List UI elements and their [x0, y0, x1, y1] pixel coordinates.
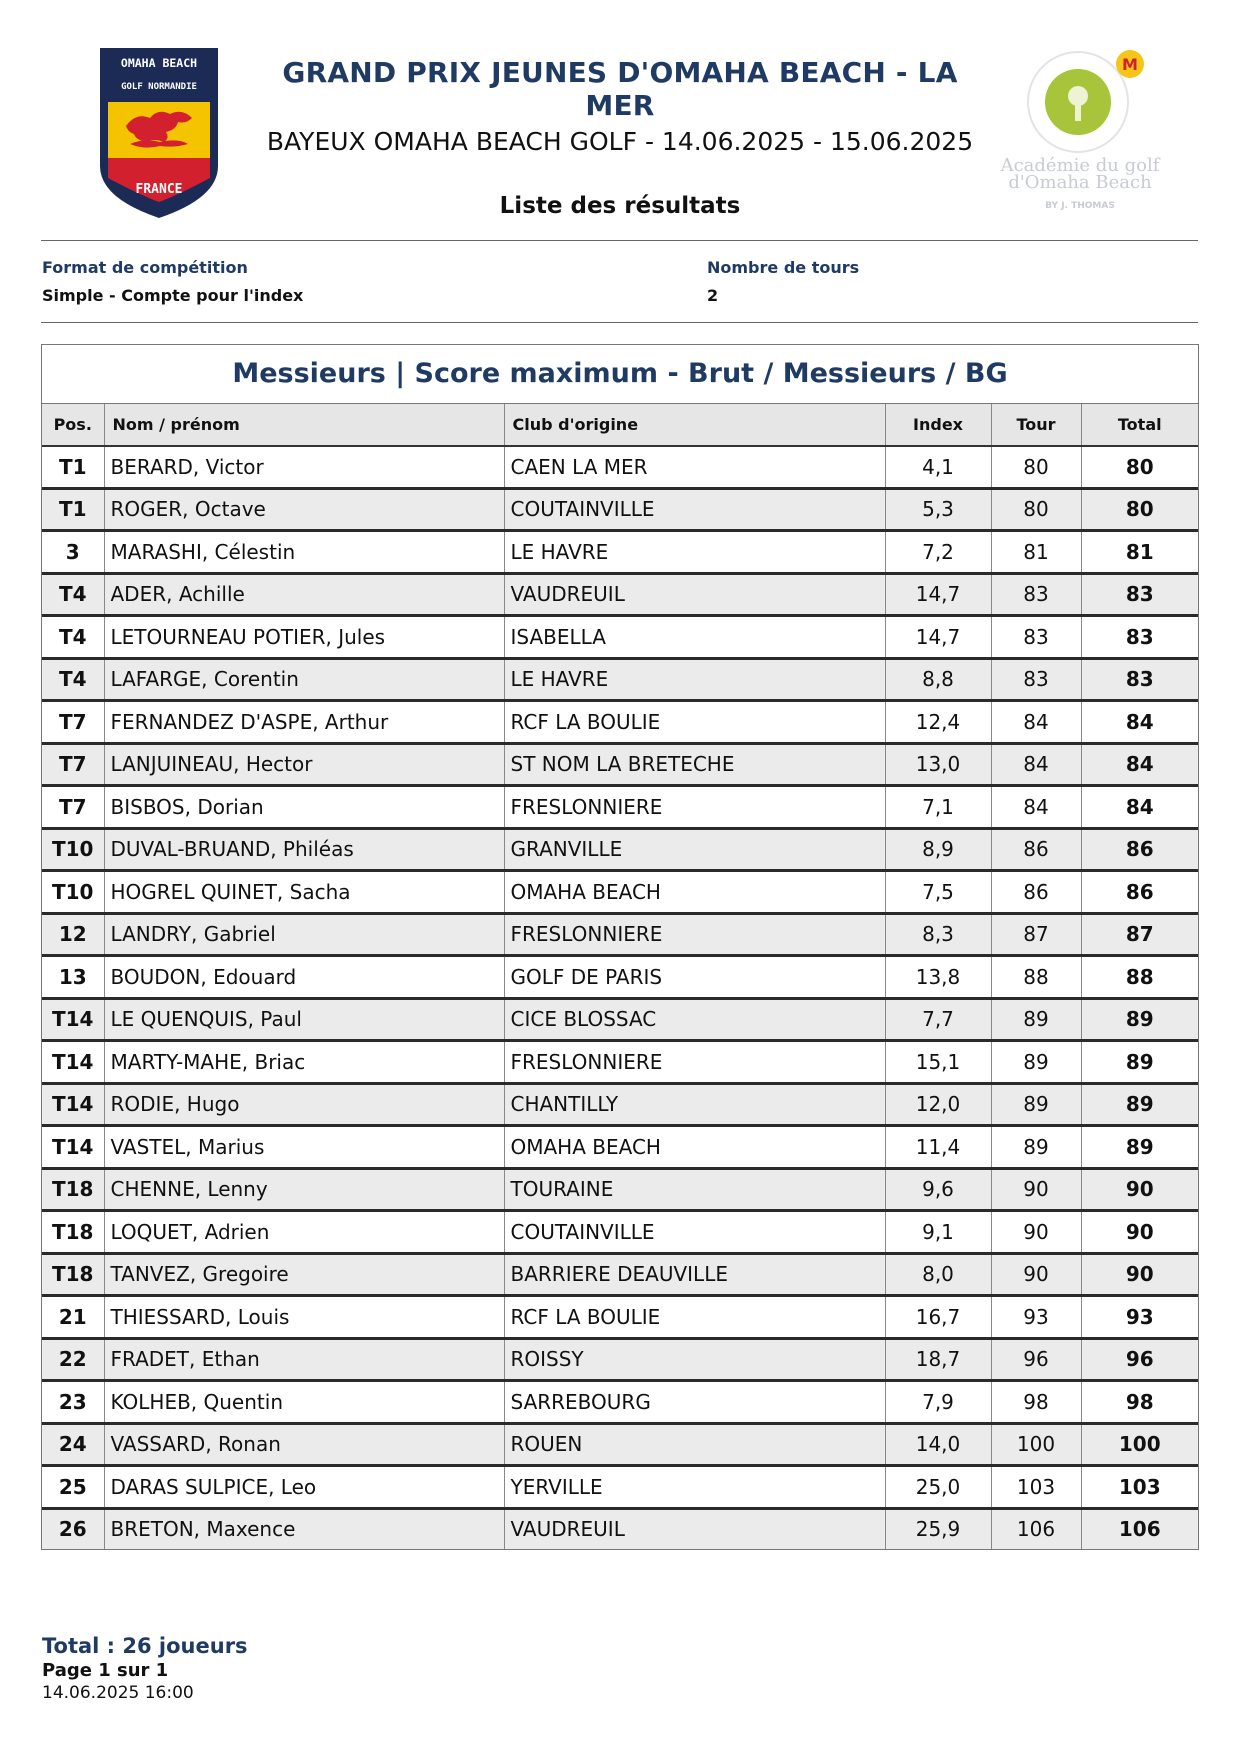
cell-name: VASSARD, Ronan	[104, 1423, 504, 1466]
cell-pos: 13	[42, 956, 104, 999]
cell-club: GRANVILLE	[504, 828, 885, 871]
table-row	[42, 616, 1198, 659]
format-value: Simple - Compte pour l'index	[42, 286, 304, 305]
list-name: Liste des résultats	[499, 193, 741, 219]
cell-total: 84	[1081, 786, 1198, 829]
cell-name: FERNANDEZ D'ASPE, Arthur	[104, 701, 504, 744]
logo-line2: GOLF NORMANDIE	[121, 82, 197, 92]
cell-tour: 83	[991, 616, 1081, 659]
col-header-tour: Tour	[991, 404, 1081, 446]
logo-line3: FRANCE	[135, 182, 183, 197]
cell-index: 25,0	[885, 1466, 991, 1509]
rounds-value: 2	[707, 286, 719, 305]
cell-tour: 87	[991, 913, 1081, 956]
cell-club: VAUDREUIL	[504, 573, 885, 616]
cell-total: 83	[1081, 616, 1198, 659]
cell-club: FRESLONNIERE	[504, 1041, 885, 1084]
table-row	[42, 1211, 1198, 1254]
cell-total: 80	[1081, 446, 1198, 488]
academie-golf-logo	[1000, 48, 1168, 218]
page-title: GRAND PRIX JEUNES D'OMAHA BEACH - LA MER	[282, 56, 958, 122]
cell-name: LE QUENQUIS, Paul	[104, 998, 504, 1041]
cell-total: 80	[1081, 488, 1198, 531]
cell-club: CICE BLOSSAC	[504, 998, 885, 1041]
table-row	[42, 1423, 1198, 1466]
cell-name: MARTY-MAHE, Briac	[104, 1041, 504, 1084]
cell-name: BERARD, Victor	[104, 446, 504, 488]
cell-tour: 84	[991, 786, 1081, 829]
col-header-club: Club d'origine	[504, 404, 885, 446]
cell-pos: T1	[42, 446, 104, 488]
table-row	[42, 1466, 1198, 1509]
table-row	[42, 956, 1198, 999]
cell-pos: T4	[42, 616, 104, 659]
cell-index: 15,1	[885, 1041, 991, 1084]
cell-total: 96	[1081, 1338, 1198, 1381]
cell-club: VAUDREUIL	[504, 1508, 885, 1549]
cell-index: 9,1	[885, 1211, 991, 1254]
table-row	[42, 701, 1198, 744]
cell-pos: 22	[42, 1338, 104, 1381]
cell-name: HOGREL QUINET, Sacha	[104, 871, 504, 914]
cell-index: 8,8	[885, 658, 991, 701]
cell-index: 12,0	[885, 1083, 991, 1126]
cell-name: BRETON, Maxence	[104, 1508, 504, 1549]
table-row	[42, 1126, 1198, 1169]
cell-index: 13,8	[885, 956, 991, 999]
cell-name: LETOURNEAU POTIER, Jules	[104, 616, 504, 659]
event-subtitle: BAYEUX OMAHA BEACH GOLF - 14.06.2025 - 15.06.2025	[266, 127, 974, 156]
academie-line2: d'Omaha Beach	[1008, 172, 1152, 193]
cell-tour: 93	[991, 1296, 1081, 1339]
cell-index: 8,3	[885, 913, 991, 956]
cell-name: ADER, Achille	[104, 573, 504, 616]
table-row	[42, 871, 1198, 914]
table-row	[42, 743, 1198, 786]
cell-index: 4,1	[885, 446, 991, 488]
table-title: Messieurs | Score maximum - Brut / Messieurs / BG	[42, 345, 1198, 404]
cell-index: 14,7	[885, 573, 991, 616]
cell-index: 16,7	[885, 1296, 991, 1339]
cell-club: YERVILLE	[504, 1466, 885, 1509]
cell-pos: 21	[42, 1296, 104, 1339]
cell-tour: 89	[991, 1083, 1081, 1126]
cell-name: RODIE, Hugo	[104, 1083, 504, 1126]
header-row	[42, 404, 1198, 446]
cell-club: CHANTILLY	[504, 1083, 885, 1126]
header-divider	[41, 240, 1198, 241]
cell-index: 7,9	[885, 1381, 991, 1424]
cell-index: 12,4	[885, 701, 991, 744]
cell-club: LE HAVRE	[504, 658, 885, 701]
table-row	[42, 531, 1198, 574]
cell-total: 81	[1081, 531, 1198, 574]
cell-club: TOURAINE	[504, 1168, 885, 1211]
cell-pos: 24	[42, 1423, 104, 1466]
cell-tour: 86	[991, 828, 1081, 871]
cell-tour: 96	[991, 1338, 1081, 1381]
cell-pos: T10	[42, 828, 104, 871]
cell-total: 98	[1081, 1381, 1198, 1424]
total-players: Total : 26 joueurs	[42, 1634, 248, 1658]
cell-tour: 98	[991, 1381, 1081, 1424]
table-row	[42, 488, 1198, 531]
table-row	[42, 1168, 1198, 1211]
table-row	[42, 1253, 1198, 1296]
cell-total: 84	[1081, 701, 1198, 744]
cell-name: THIESSARD, Louis	[104, 1296, 504, 1339]
cell-name: MARASHI, Célestin	[104, 531, 504, 574]
cell-total: 83	[1081, 573, 1198, 616]
cell-club: LE HAVRE	[504, 531, 885, 574]
cell-name: LANJUINEAU, Hector	[104, 743, 504, 786]
cell-name: LOQUET, Adrien	[104, 1211, 504, 1254]
cell-total: 90	[1081, 1253, 1198, 1296]
cell-pos: T1	[42, 488, 104, 531]
info-divider	[41, 322, 1198, 323]
cell-total: 100	[1081, 1423, 1198, 1466]
col-header-pos: Pos.	[42, 404, 104, 446]
cell-pos: T4	[42, 658, 104, 701]
cell-pos: T7	[42, 786, 104, 829]
format-label: Format de compétition	[42, 258, 248, 277]
cell-club: SARREBOURG	[504, 1381, 885, 1424]
cell-total: 106	[1081, 1508, 1198, 1549]
table-row	[42, 1381, 1198, 1424]
table-row	[42, 658, 1198, 701]
cell-pos: T10	[42, 871, 104, 914]
cell-total: 87	[1081, 913, 1198, 956]
cell-pos: T7	[42, 743, 104, 786]
table-row	[42, 998, 1198, 1041]
table-row	[42, 1083, 1198, 1126]
cell-name: TANVEZ, Gregoire	[104, 1253, 504, 1296]
cell-pos: T4	[42, 573, 104, 616]
svg-text:M: M	[1122, 55, 1138, 74]
table-row	[42, 1041, 1198, 1084]
cell-tour: 100	[991, 1423, 1081, 1466]
cell-index: 8,0	[885, 1253, 991, 1296]
cell-club: OMAHA BEACH	[504, 871, 885, 914]
cell-pos: T18	[42, 1168, 104, 1211]
cell-index: 5,3	[885, 488, 991, 531]
cell-name: DUVAL-BRUAND, Philéas	[104, 828, 504, 871]
cell-name: LANDRY, Gabriel	[104, 913, 504, 956]
academie-line3: BY J. THOMAS	[1045, 201, 1115, 211]
cell-club: RCF LA BOULIE	[504, 701, 885, 744]
cell-club: FRESLONNIERE	[504, 786, 885, 829]
rounds-label: Nombre de tours	[707, 258, 860, 277]
results-body	[42, 446, 1198, 1549]
cell-club: BARRIERE DEAUVILLE	[504, 1253, 885, 1296]
cell-pos: T14	[42, 1126, 104, 1169]
print-timestamp: 14.06.2025 16:00	[42, 1683, 194, 1703]
cell-club: COUTAINVILLE	[504, 1211, 885, 1254]
cell-tour: 80	[991, 488, 1081, 531]
cell-club: ST NOM LA BRETECHE	[504, 743, 885, 786]
table-row	[42, 913, 1198, 956]
cell-total: 89	[1081, 1041, 1198, 1084]
cell-pos: 26	[42, 1508, 104, 1549]
cell-name: KOLHEB, Quentin	[104, 1381, 504, 1424]
cell-total: 90	[1081, 1168, 1198, 1211]
cell-tour: 90	[991, 1168, 1081, 1211]
table-row	[42, 446, 1198, 488]
cell-pos: 23	[42, 1381, 104, 1424]
cell-name: VASTEL, Marius	[104, 1126, 504, 1169]
cell-club: COUTAINVILLE	[504, 488, 885, 531]
cell-name: CHENNE, Lenny	[104, 1168, 504, 1211]
col-header-index: Index	[885, 404, 991, 446]
logo-line1: OMAHA BEACH	[120, 56, 198, 70]
cell-tour: 84	[991, 701, 1081, 744]
cell-total: 103	[1081, 1466, 1198, 1509]
cell-tour: 89	[991, 1126, 1081, 1169]
cell-index: 7,7	[885, 998, 991, 1041]
cell-tour: 84	[991, 743, 1081, 786]
cell-total: 84	[1081, 743, 1198, 786]
cell-tour: 83	[991, 658, 1081, 701]
table-row	[42, 786, 1198, 829]
cell-club: ISABELLA	[504, 616, 885, 659]
cell-tour: 80	[991, 446, 1081, 488]
cell-total: 89	[1081, 1126, 1198, 1169]
results-table	[41, 344, 1199, 1550]
cell-pos: T18	[42, 1253, 104, 1296]
cell-index: 7,5	[885, 871, 991, 914]
cell-index: 18,7	[885, 1338, 991, 1381]
cell-tour: 81	[991, 531, 1081, 574]
cell-total: 86	[1081, 871, 1198, 914]
cell-name: DARAS SULPICE, Leo	[104, 1466, 504, 1509]
table-row	[42, 1338, 1198, 1381]
col-header-total: Total	[1081, 404, 1198, 446]
cell-tour: 88	[991, 956, 1081, 999]
cell-tour: 86	[991, 871, 1081, 914]
cell-club: FRESLONNIERE	[504, 913, 885, 956]
table-row	[42, 1296, 1198, 1339]
cell-name: BOUDON, Edouard	[104, 956, 504, 999]
cell-club: GOLF DE PARIS	[504, 956, 885, 999]
table-row	[42, 828, 1198, 871]
cell-pos: 12	[42, 913, 104, 956]
cell-club: OMAHA BEACH	[504, 1126, 885, 1169]
cell-club: ROISSY	[504, 1338, 885, 1381]
cell-pos: 25	[42, 1466, 104, 1509]
cell-total: 90	[1081, 1211, 1198, 1254]
cell-name: ROGER, Octave	[104, 488, 504, 531]
cell-pos: T7	[42, 701, 104, 744]
col-header-name: Nom / prénom	[104, 404, 504, 446]
cell-index: 25,9	[885, 1508, 991, 1549]
cell-index: 9,6	[885, 1168, 991, 1211]
cell-club: RCF LA BOULIE	[504, 1296, 885, 1339]
cell-total: 83	[1081, 658, 1198, 701]
cell-tour: 89	[991, 1041, 1081, 1084]
cell-tour: 89	[991, 998, 1081, 1041]
table-row	[42, 573, 1198, 616]
cell-total: 93	[1081, 1296, 1198, 1339]
cell-index: 7,1	[885, 786, 991, 829]
cell-index: 8,9	[885, 828, 991, 871]
cell-total: 86	[1081, 828, 1198, 871]
cell-tour: 106	[991, 1508, 1081, 1549]
cell-total: 89	[1081, 1083, 1198, 1126]
cell-index: 14,0	[885, 1423, 991, 1466]
omaha-beach-golf-normandie-logo	[96, 46, 222, 220]
cell-tour: 83	[991, 573, 1081, 616]
cell-pos: T14	[42, 1083, 104, 1126]
cell-index: 13,0	[885, 743, 991, 786]
cell-tour: 90	[991, 1253, 1081, 1296]
table-row	[42, 1508, 1198, 1549]
cell-total: 88	[1081, 956, 1198, 999]
cell-name: FRADET, Ethan	[104, 1338, 504, 1381]
results-grid	[42, 404, 1198, 1549]
cell-club: ROUEN	[504, 1423, 885, 1466]
cell-pos: T18	[42, 1211, 104, 1254]
cell-pos: T14	[42, 998, 104, 1041]
cell-index: 14,7	[885, 616, 991, 659]
cell-tour: 103	[991, 1466, 1081, 1509]
cell-club: CAEN LA MER	[504, 446, 885, 488]
academie-line1: Académie du golf	[1000, 155, 1160, 176]
cell-name: LAFARGE, Corentin	[104, 658, 504, 701]
cell-pos: T14	[42, 1041, 104, 1084]
cell-total: 89	[1081, 998, 1198, 1041]
cell-index: 7,2	[885, 531, 991, 574]
cell-pos: 3	[42, 531, 104, 574]
cell-index: 11,4	[885, 1126, 991, 1169]
page-number: Page 1 sur 1	[42, 1660, 169, 1681]
cell-tour: 90	[991, 1211, 1081, 1254]
cell-name: BISBOS, Dorian	[104, 786, 504, 829]
